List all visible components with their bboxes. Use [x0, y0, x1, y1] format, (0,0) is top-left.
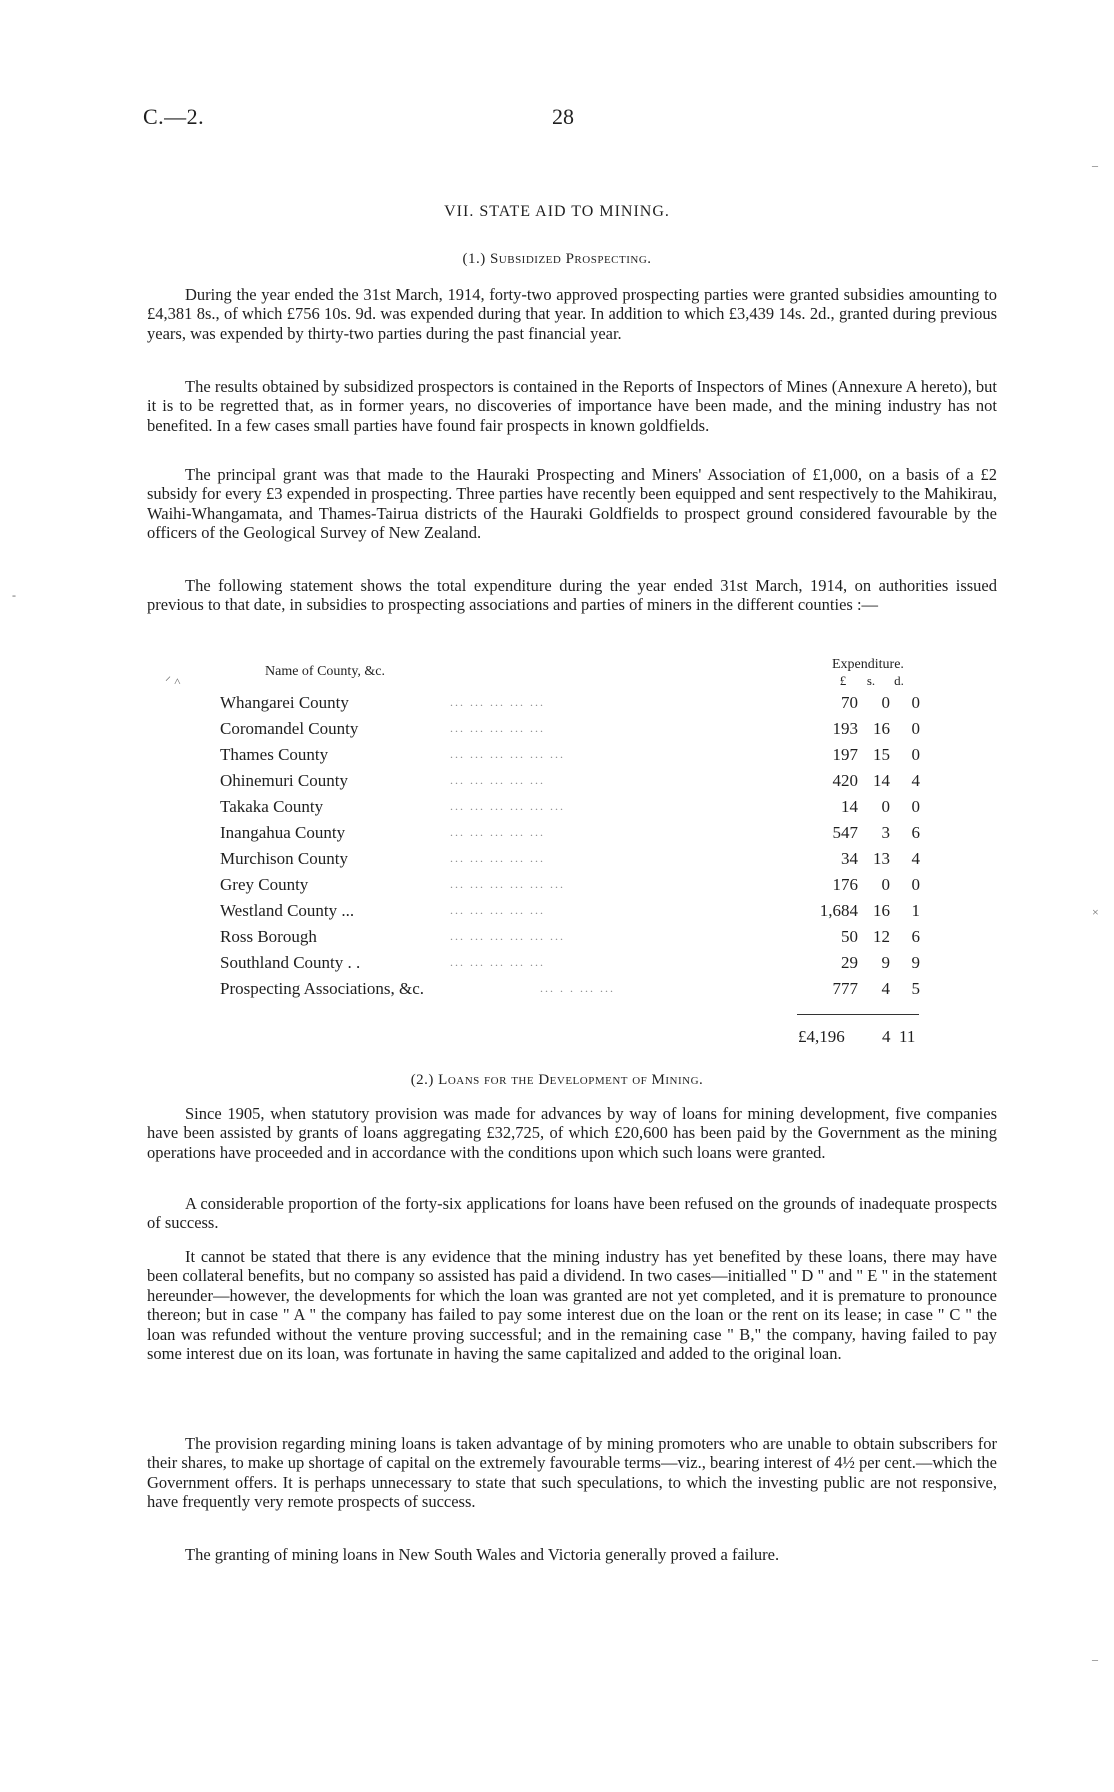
leader-dots: ... ... ... ... ... [450, 695, 545, 709]
pounds-value: 176 [832, 875, 858, 894]
pence-value: 0 [911, 745, 920, 764]
shillings-value: 12 [873, 927, 890, 946]
table-row [220, 745, 920, 771]
paragraph: The following statement shows the total expenditure during the year ended 31st March, 1914, on authorities issued previous to that date, in subsidies to prospecting associations and parties of miners in the different counties :— [147, 576, 997, 615]
pounds-value: 34 [841, 849, 858, 868]
shillings-value: 0 [881, 693, 890, 712]
pounds-value: 70 [841, 693, 858, 712]
pence-value: 0 [911, 797, 920, 816]
paragraph: The principal grant was that made to the Hauraki Prospecting and Miners' Association of £1,000, on a basis of a £2 subsidy for every £3 expended in prospecting. Three parties have recently been equipped and sent respectively to the Mahikirau, Waihi-Whangamata, and Thames-Tairua districts of the Hauraki Goldfields to prospect ground considered favourable by the officers of the Geological Survey of New Zealand. [147, 465, 997, 543]
leader-dots: ... ... ... ... ... [450, 903, 545, 917]
pounds-value: 14 [841, 797, 858, 816]
scan-speck: – [1092, 1652, 1098, 1666]
scan-speck: × [1092, 905, 1099, 919]
pence-value: 4 [911, 849, 920, 868]
county-name: Thames County [220, 745, 329, 764]
shillings-value: 4 [881, 979, 890, 998]
paragraph: A considerable proportion of the forty-six applications for loans have been refused on the grounds of inadequate prospects of success. [147, 1194, 997, 1233]
pence-value: 5 [911, 979, 920, 998]
county-name: Ross Borough [220, 927, 317, 946]
paragraph: The provision regarding mining loans is taken advantage of by mining promoters who are unable to obtain subscribers for their shares, to make up shortage of capital on the extremely favourable terms—viz., bearing interest of 4½ per cent.—which the Government offers. It is perhaps unnecessary to state that such speculations, to which the investing public are not responsive, have frequently very remote prospects of success. [147, 1434, 997, 1512]
scan-speck: ⸍ ˄ [165, 674, 181, 688]
paragraph: It cannot be stated that there is any evidence that the mining industry has yet benefited by these loans, there may have been collateral benefits, but no company so assisted has paid a dividend. In two cases—initialled " D " and " E " in the statement hereunder—however, the developments for which the loan was granted are not yet completed, and it is premature to pronounce thereon; but in case " A " the company has failed to pay some interest due on the loan or the rent on its lease; in case " C " the loan was refunded without the venture proving successful; and in the remaining case " B," the company, having failed to pay some interest due on its loan, was fortunate in having the same capitalized and added to the original loan. [147, 1247, 997, 1364]
table-row [220, 979, 920, 1005]
total-shillings: 4 [882, 1027, 891, 1046]
pounds-value: 197 [832, 745, 858, 764]
shillings-value: 16 [873, 719, 890, 738]
table-row [220, 823, 920, 849]
paragraph: Since 1905, when statutory provision was made for advances by way of loans for mining development, five companies have been assisted by grants of loans aggregating £32,725, of which £20,600 has been paid by the Government as the mining operations have proceeded and in accordance with the conditions upon which such loans were granted. [147, 1104, 997, 1162]
shillings-value: 13 [873, 849, 890, 868]
county-name: Takaka County [220, 797, 324, 816]
pence-value: 1 [911, 901, 920, 920]
table-row [220, 797, 920, 823]
table-row [220, 693, 920, 719]
leader-dots: ... ... ... ... ... ... [450, 877, 565, 891]
document-code: C.—2. [143, 104, 205, 129]
table-header-units [829, 673, 913, 689]
county-name: Grey County [220, 875, 309, 894]
pence-value: 9 [911, 953, 920, 972]
table-row [220, 849, 920, 875]
table-row [220, 927, 920, 953]
unit-pounds: £ [839, 673, 847, 688]
leader-dots: ... ... ... ... ... [450, 851, 545, 865]
page-number: 28 [552, 104, 574, 129]
section-title: VII. STATE AID TO MINING. [444, 203, 670, 220]
table-row [220, 953, 920, 979]
total-pounds: £4,196 [798, 1027, 845, 1046]
pence-value: 6 [911, 823, 920, 842]
county-name: Murchison County [220, 849, 348, 868]
shillings-value: 9 [881, 953, 890, 972]
pounds-value: 777 [832, 979, 858, 998]
pence-value: 4 [911, 771, 920, 790]
pence-value: 0 [911, 693, 920, 712]
county-name: Southland County . . [220, 953, 361, 972]
pounds-value: 420 [832, 771, 858, 790]
shillings-value: 16 [873, 901, 890, 920]
leader-dots: ... . . ... ... [540, 981, 615, 995]
leader-dots: ... ... ... ... ... ... [450, 747, 565, 761]
pounds-value: 50 [841, 927, 858, 946]
county-name: Whangarei County [220, 693, 349, 712]
total-rule [797, 1014, 919, 1015]
subsection-title-loans: (2.) Loans for the Development of Mining. [410, 1072, 704, 1088]
county-name: Prospecting Associations, &c. [220, 979, 424, 998]
county-name: Coromandel County [220, 719, 359, 738]
unit-pence: d. [894, 673, 904, 688]
leader-dots: ... ... ... ... ... ... [450, 799, 565, 813]
pence-value: 0 [911, 719, 920, 738]
pounds-value: 193 [832, 719, 858, 738]
shillings-value: 0 [881, 797, 890, 816]
pence-value: 6 [911, 927, 920, 946]
leader-dots: ... ... ... ... ... [450, 825, 545, 839]
pounds-value: 547 [832, 823, 858, 842]
county-name: Westland County ... [220, 901, 355, 920]
paragraph: The granting of mining loans in New South Wales and Victoria generally proved a failure. [185, 1545, 780, 1564]
county-name: Ohinemuri County [220, 771, 348, 790]
paragraph: During the year ended the 31st March, 1914, forty-two approved prospecting parties were granted subsidies amounting to £4,381 8s., of which £756 10s. 9d. was expended during that year. In addition to which £3,439 14s. 2d., granted during previous years, was expended by thirty-two parties during the past financial year. [147, 285, 997, 343]
table-row [220, 719, 920, 745]
pounds-value: 29 [841, 953, 858, 972]
leader-dots: ... ... ... ... ... [450, 955, 545, 969]
table-row [220, 875, 920, 901]
table-row [220, 901, 920, 927]
paragraph: The results obtained by subsidized prospectors is contained in the Reports of Inspectors of Mines (Annexure A hereto), but it is to be regretted that, as in former years, no discoveries of importance have been made, and the mining industry has not benefited. In a few cases small parties have found fair prospects in known goldfields. [147, 377, 997, 435]
total-pence: 11 [899, 1027, 916, 1046]
unit-shillings: s. [866, 673, 876, 688]
table-header-name: Name of County, &c. [265, 664, 386, 679]
leader-dots: ... ... ... ... ... [450, 721, 545, 735]
subsection-title-prospecting: (1.) Subsidized Prospecting. [462, 251, 652, 267]
shillings-value: 3 [881, 823, 890, 842]
shillings-value: 14 [873, 771, 890, 790]
pounds-value: 1,684 [819, 901, 858, 920]
leader-dots: ... ... ... ... ... ... [450, 929, 565, 943]
scan-speck: – [1092, 158, 1098, 172]
pence-value: 0 [911, 875, 920, 894]
shillings-value: 15 [873, 745, 890, 764]
county-name: Inangahua County [220, 823, 346, 842]
scan-speck: - [12, 588, 16, 602]
table-row [220, 771, 920, 797]
shillings-value: 0 [881, 875, 890, 894]
table-header-expenditure: Expenditure. [832, 657, 904, 672]
leader-dots: ... ... ... ... ... [450, 773, 545, 787]
